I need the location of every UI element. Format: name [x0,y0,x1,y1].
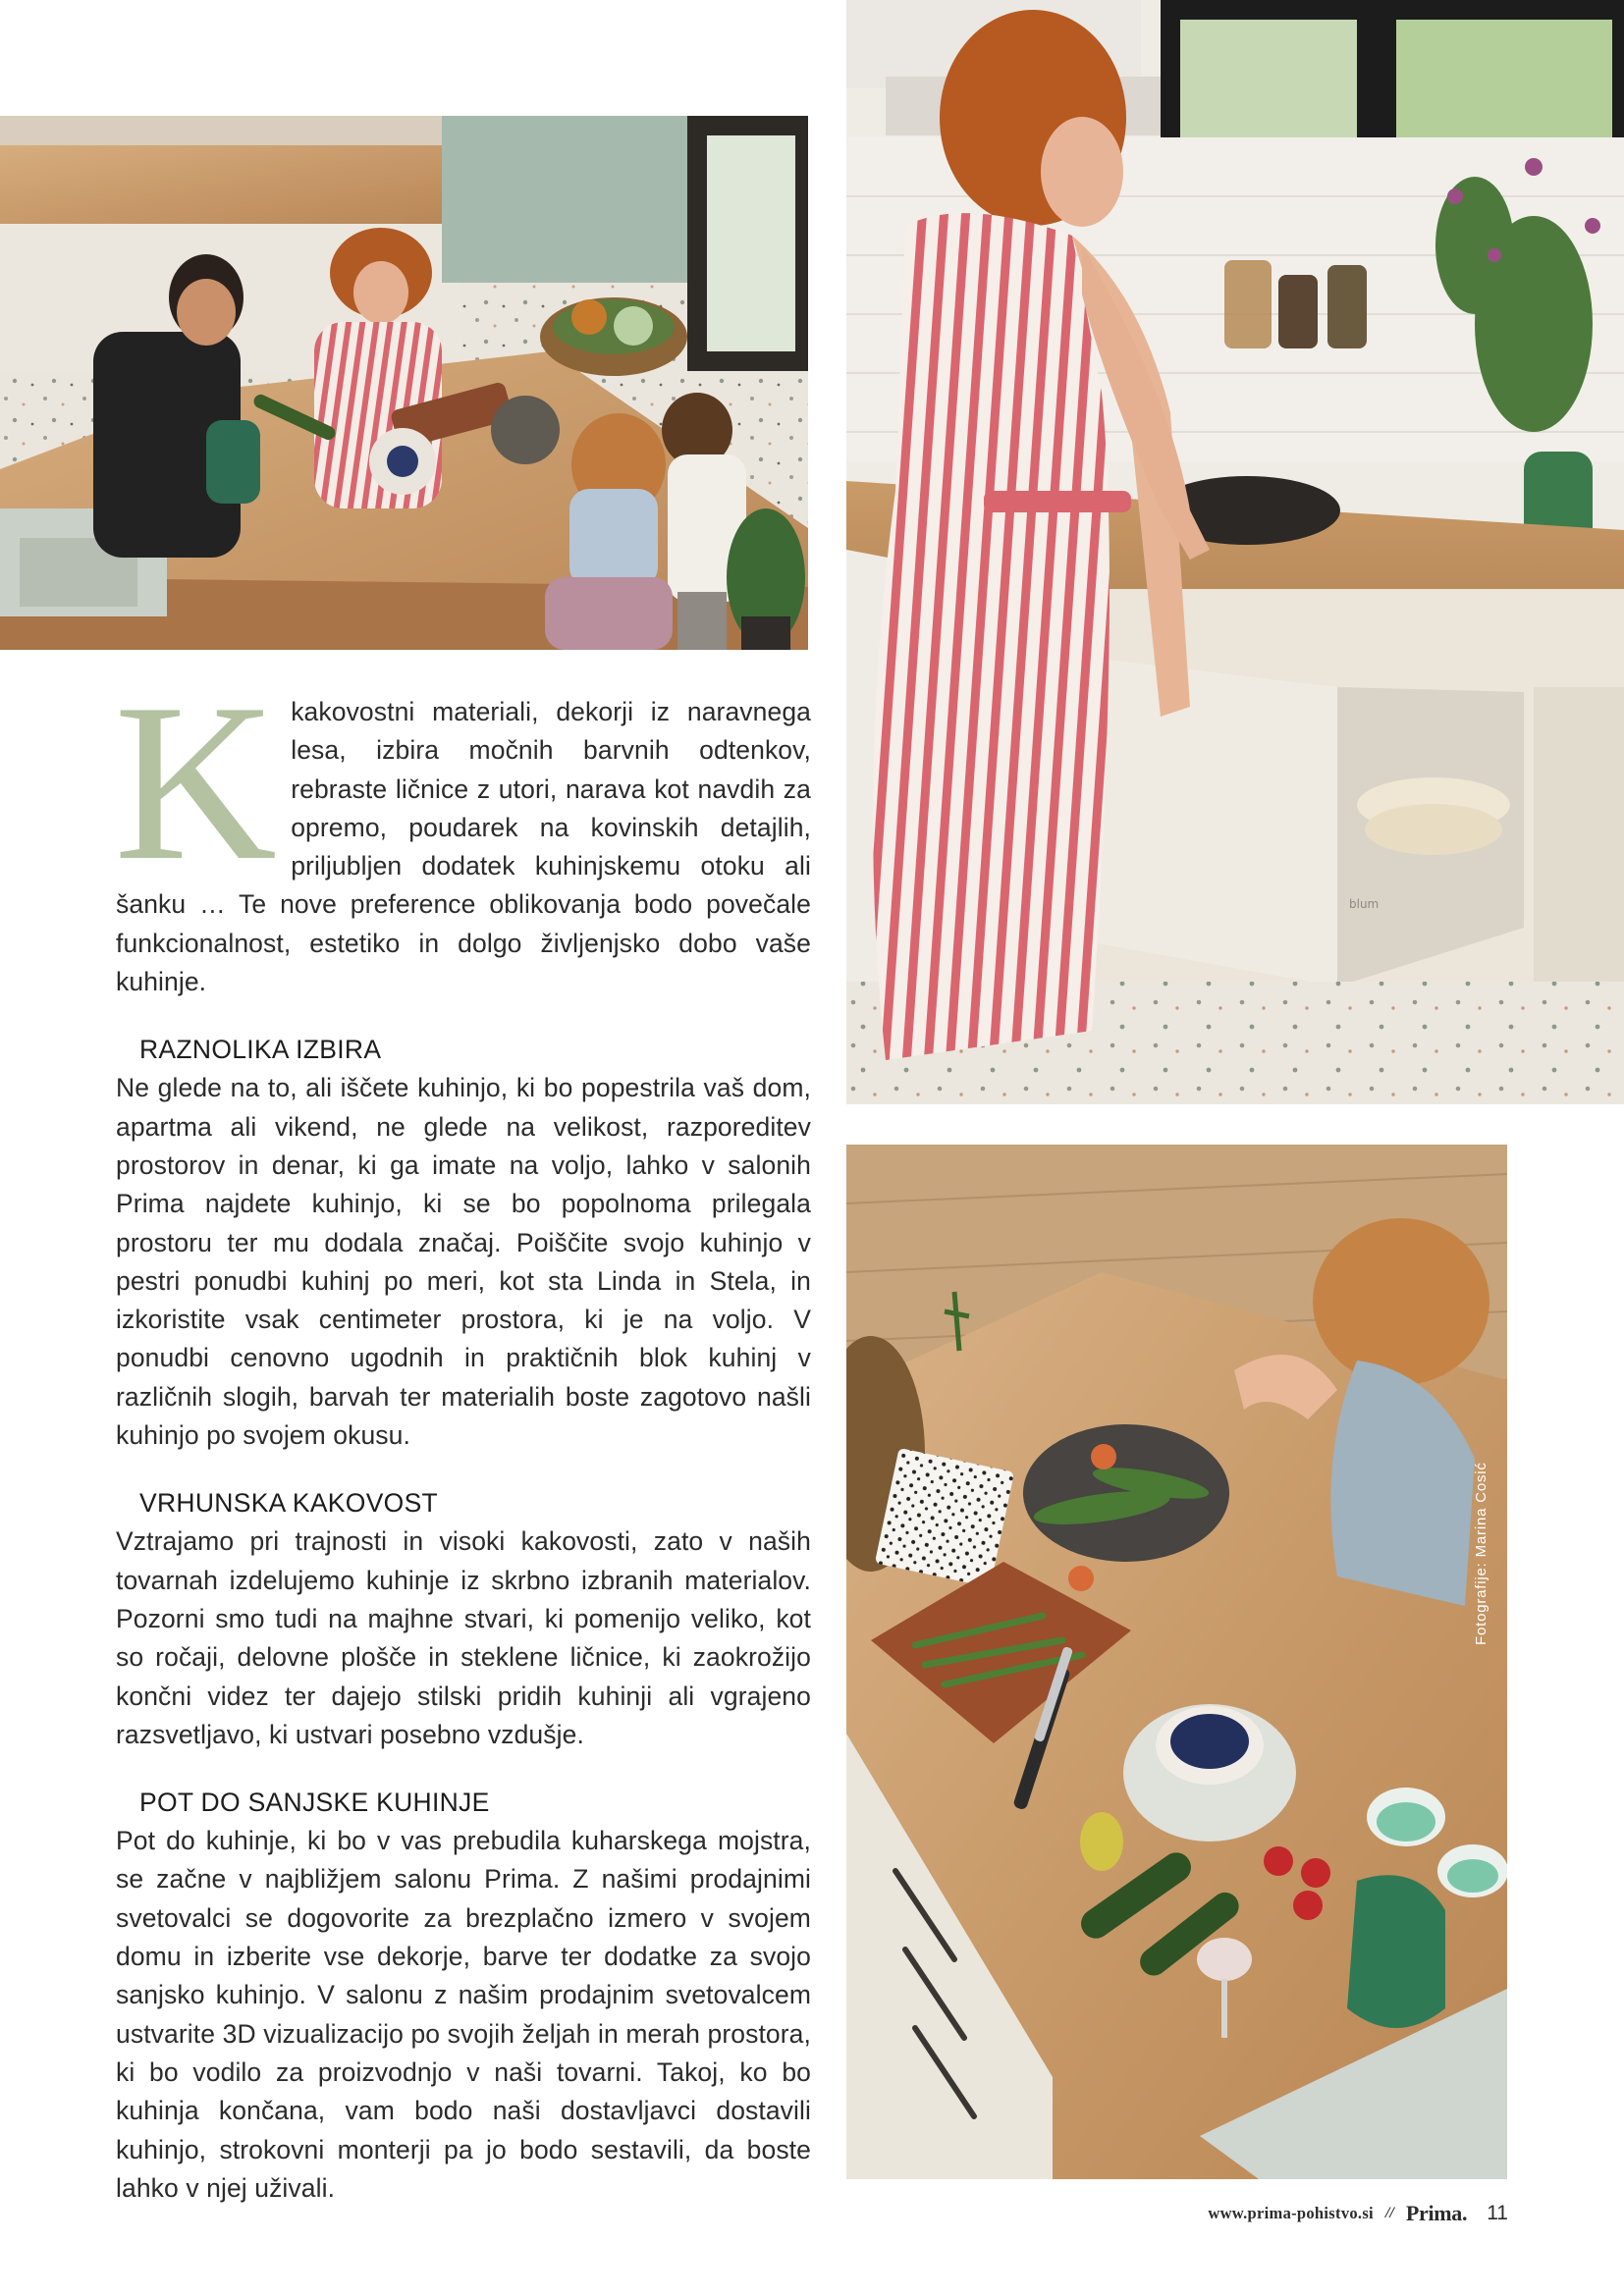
section-heading-pot-do-sanjske-kuhinje: POT DO SANJSKE KUHINJE [139,1788,490,1818]
photo-credit: Fotografije: Marina Cosić [1473,1462,1489,1645]
footer-url-link[interactable]: www.prima-pohistvo.si [1208,2204,1374,2222]
section-heading-raznolika-izbira: RAZNOLIKA IZBIRA [139,1035,382,1065]
section-body-pot-do-sanjske-kuhinje: Pot do kuhinje, ki bo v vas prebudila kuharskega mojstra, se začne v najbližjem salonu Prima. Z našimi prodajnimi svetovalci se dogovorite za brezplačno izmero v svojem domu in izberite vse dekorje, barve ter dodatke za svojo sanjsko kuhinjo. V salonu z našim prodajnim svetovalcem ustvarite 3D vizualizacijo po svojih željah in merah prostora, ki bo vodilo za proizvodnjo v naši tovarni. Takoj, ko bo kuhinja končana, vam bodo naši dostavljavci dostavili kuhinjo, strokovni monterji pa jo bodo sestavili, da boste lahko v njej uživali. [116,1826,811,2203]
page-footer [1208,2196,1508,2231]
section-body-raznolika-izbira: Ne glede na to, ali iščete kuhinjo, ki bo popestrila vaš dom, apartma ali vikend, ne glede na velikost, razporeditev prostorov in denar, ki ga imate na voljo, lahko v salonih Prima najdete kuhinjo, ki se bo popolnoma prilegala prostoru ter mu dodala značaj. Poiščite svojo kuhinjo v pestri ponudbi kuhinj po meri, kot sta Linda in Stela, in izkoristite vsak centimeter prostora, ki je na voljo. V ponudbi cenovno ugodnih in praktičnih blok kuhinj v različnih slogih, barvah ter materialih boste zagotovo našli kuhinjo po svojem okusu. [116,1073,811,1451]
section-heading-vrhunska-kakovost: VRHUNSKA KAKOVOST [139,1488,439,1519]
article-column [114,657,811,2208]
section-body-vrhunska-kakovost: Vztrajamo pri trajnosti in visoki kakovosti, zato v naših tovarnah izdelujemo kuhinje iz skrbno izbranih materialov. Pozorni smo tudi na majhne stvari, ki pomenijo veliko, kot so ročaji, delovne plošče in steklene ličnice, ki zaokrožijo končni videz ter dajejo stilski pridih kuhinji ali vgrajeno razsvetljavo, ki ustvari posebno vzdušje. [116,1526,811,1749]
photo-woman-opening-drawer [846,0,1624,1104]
dropcap-letter: K [114,657,278,907]
drawer-brand-label: blum [1349,897,1380,911]
intro-text: kakovostni materiali, dekorji iz naravnega lesa, izbira močnih barvnih odtenkov, rebraste ličnice z utori, narava kot navdih za opremo, poudarek na kovinskih detajlih, priljubljen dodatek kuhinjskemu otoku ali šanku … Te nove preference oblikovanja bodo povečale funkcionalnost, estetiko in dolgo življenjsko dobo vaše kuhinje. [116,697,811,997]
footer-separator: // [1384,2205,1394,2221]
photo-girl-at-worktop [846,1145,1507,2179]
brand-logo: Prima. [1405,2201,1468,2225]
page-number: 11 [1487,2202,1508,2224]
photo-family-cooking [0,116,808,650]
intro-paragraph [114,657,811,1001]
